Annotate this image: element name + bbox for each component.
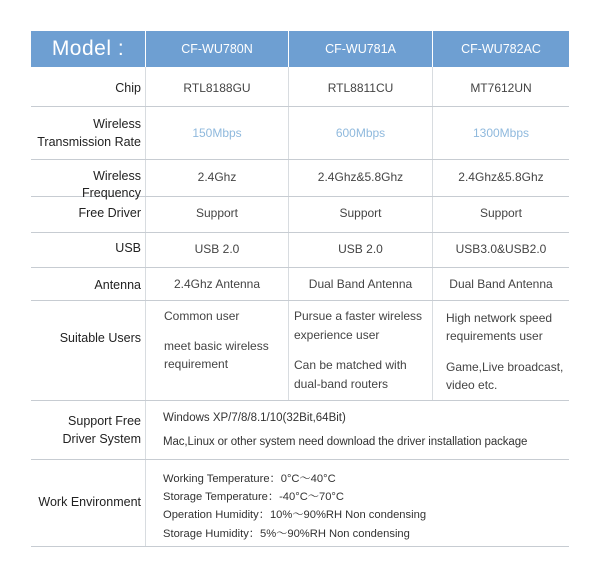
free-driver-value: Support xyxy=(479,206,523,220)
users-col2-p1-line1: Pursue a faster wireless xyxy=(294,309,423,323)
system-label-line2: Driver System xyxy=(62,432,141,446)
free-driver-value: Support xyxy=(195,206,239,220)
free-driver-value: Support xyxy=(339,206,382,220)
chip-label: Chip xyxy=(115,81,141,95)
antenna-value: Dual Band Antenna xyxy=(449,277,553,291)
usb-value: USB3.0&USB2.0 xyxy=(455,242,547,256)
row-divider xyxy=(31,546,569,547)
column-divider xyxy=(288,67,289,401)
row-divider xyxy=(31,459,569,460)
system-label-line1: Support Free xyxy=(68,414,141,428)
environment-working-temperature: Working Temperature：0°C～40°C xyxy=(163,473,336,485)
users-col1-p2-line2: requirement xyxy=(164,357,229,371)
row-divider xyxy=(31,400,569,401)
frequency-label: Wireless Frequency xyxy=(81,169,141,200)
model-name: CF-WU782AC xyxy=(461,42,541,56)
environment-label: Work Environment xyxy=(38,495,141,509)
column-divider xyxy=(145,67,146,401)
users-col1-p1: Common user xyxy=(164,309,240,323)
users-col2-p2-line2: dual-band routers xyxy=(294,377,389,391)
users-col2-p2-line1: Can be matched with xyxy=(294,358,407,372)
antenna-label: Antenna xyxy=(94,278,141,292)
usb-value: USB 2.0 xyxy=(338,242,383,256)
frequency-value: 2.4Ghz&5.8Ghz xyxy=(458,170,544,184)
model-name: CF-WU781A xyxy=(325,42,396,56)
users-col3-p2-line1: Game,Live broadcast, xyxy=(446,360,564,374)
users-col2-p1-line2: experience user xyxy=(294,328,380,342)
frequency-value: 2.4Ghz&5.8Ghz xyxy=(317,170,404,184)
system-other: Mac,Linux or other system need download the driver installation package xyxy=(163,436,528,448)
rate-value: 1300Mbps xyxy=(472,126,530,140)
users-col1-p2-line1: meet basic wireless xyxy=(164,339,269,353)
chip-value: MT7612UN xyxy=(470,81,532,95)
antenna-value: 2.4Ghz Antenna xyxy=(173,277,261,291)
chip-value: RTL8811CU xyxy=(327,81,394,95)
environment-operation-humidity: Operation Humidity：10%～90%RH Non condensing xyxy=(163,509,427,521)
model-label: Model : xyxy=(51,37,125,60)
rate-label-line2: Transmission Rate xyxy=(37,135,141,149)
header-model-3 xyxy=(433,31,569,67)
row-divider xyxy=(31,159,569,160)
header-model-2 xyxy=(289,31,432,67)
column-divider xyxy=(145,401,146,547)
suitable-users-label: Suitable Users xyxy=(59,331,141,345)
row-divider xyxy=(31,232,569,233)
environment-storage-humidity: Storage Humidity：5%～90%RH Non condensing xyxy=(163,528,410,540)
header-model-cell xyxy=(31,31,145,67)
rate-label-line1: Wireless xyxy=(93,117,141,131)
system-windows: Windows XP/7/8/8.1/10(32Bit,64Bit) xyxy=(163,412,346,424)
users-col3-p2-line2: video etc. xyxy=(446,378,498,392)
column-divider xyxy=(432,67,433,401)
row-divider xyxy=(31,300,569,301)
rate-value: 600Mbps xyxy=(335,126,386,140)
row-divider xyxy=(31,267,569,268)
environment-storage-temperature: Storage Temperature：-40°C～70°C xyxy=(163,491,344,503)
header-model-1 xyxy=(146,31,288,67)
users-col3-p1-line1: High network speed xyxy=(446,311,553,325)
usb-value: USB 2.0 xyxy=(194,242,240,256)
antenna-value: Dual Band Antenna xyxy=(308,277,413,291)
users-col3-p1-line2: requirements user xyxy=(446,329,543,343)
row-divider xyxy=(31,106,569,107)
frequency-value: 2.4Ghz xyxy=(197,170,237,184)
model-name: CF-WU780N xyxy=(181,42,253,56)
rate-value: 150Mbps xyxy=(192,126,242,140)
chip-value: RTL8188GU xyxy=(183,81,251,95)
usb-label: USB xyxy=(115,241,141,255)
free-driver-label: Free Driver xyxy=(78,206,141,220)
